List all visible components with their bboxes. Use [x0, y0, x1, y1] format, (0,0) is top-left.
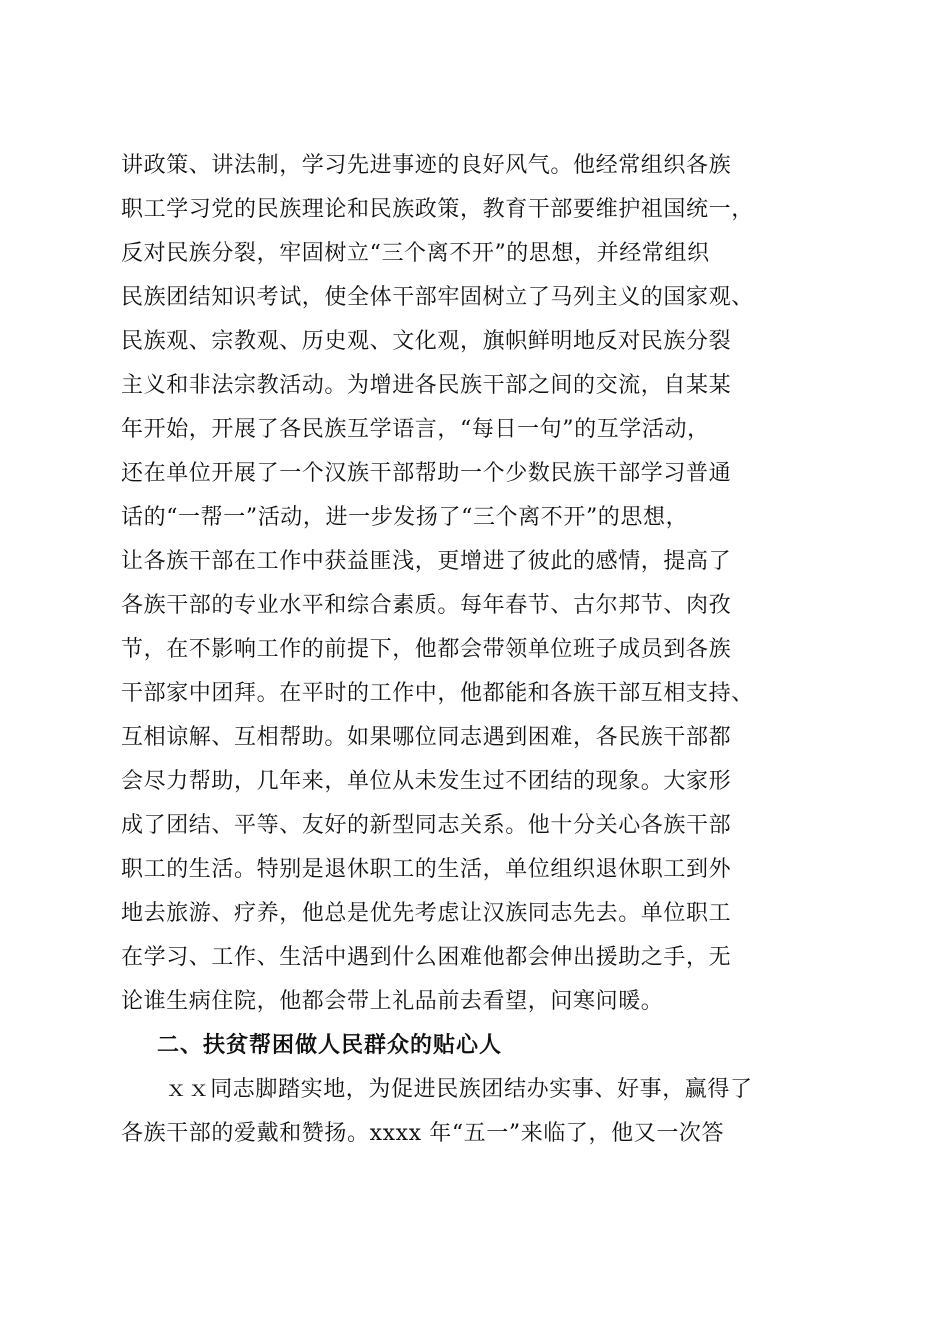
text-line: 还在单位开展了一个汉族干部帮助一个少数民族干部学习普通 — [121, 461, 732, 486]
text-line: 民族团结知识考试，使全体干部牢固树立了马列主义的国家观、 — [121, 285, 754, 310]
text-line: 成了团结、平等、友好的新型同志关系。他十分关心各族干部 — [121, 813, 732, 838]
text-line: 各族干部的爱戴和赞扬。xxxx 年“五一”来临了，他又一次答 — [121, 1121, 725, 1146]
text-line: 干部家中团拜。在平时的工作中，他都能和各族干部互相支持、 — [121, 681, 754, 706]
text-line: 年开始，开展了各民族互学语言，“每日一句”的互学活动， — [121, 417, 710, 442]
text-line: 职工的生活。特别是退休职工的生活，单位组织退休职工到外 — [121, 857, 732, 882]
text-line: ｘｘ同志脚踏实地，为促进民族团结办实事、好事，赢得了 — [165, 1077, 753, 1102]
section-heading: 二、扶贫帮困做人民群众的贴心人 — [157, 1033, 503, 1058]
text-line: 话的“一帮一”活动，进一步发扬了“三个离不开”的思想， — [121, 505, 689, 530]
text-line: 反对民族分裂，牢固树立“三个离不开”的思想，并经常组织 — [121, 241, 710, 266]
text-line: 主义和非法宗教活动。为增进各民族干部之间的交流，自某某 — [121, 373, 732, 398]
document-body — [121, 144, 841, 1156]
paragraph-1 — [121, 144, 841, 1024]
text-line: 互相谅解、互相帮助。如果哪位同志遇到困难，各民族干部都 — [121, 725, 732, 750]
text-line: 让各族干部在工作中获益匪浅，更增进了彼此的感情，提高了 — [121, 549, 732, 574]
text-line: 各族干部的专业水平和综合素质。每年春节、古尔邦节、肉孜 — [121, 593, 732, 618]
text-line: 会尽力帮助，几年来，单位从未发生过不团结的现象。大家形 — [121, 769, 732, 794]
text-line: 论谁生病住院，他都会带上礼品前去看望，问寒问暖。 — [121, 989, 664, 1014]
text-line: 地去旅游、疗养，他总是优先考虑让汉族同志先去。单位职工 — [121, 901, 732, 926]
text-line: 节，在不影响工作的前提下，他都会带领单位班子成员到各族 — [121, 637, 732, 662]
text-line: 在学习、工作、生活中遇到什么困难他都会伸出援助之手，无 — [121, 945, 732, 970]
text-line: 职工学习党的民族理论和民族政策，教育干部要维护祖国统一， — [121, 197, 754, 222]
text-line: 讲政策、讲法制，学习先进事迹的良好风气。他经常组织各族 — [121, 153, 732, 178]
paragraph-2 — [121, 1068, 841, 1156]
text-line: 民族观、宗教观、历史观、文化观，旗帜鲜明地反对民族分裂 — [121, 329, 732, 354]
